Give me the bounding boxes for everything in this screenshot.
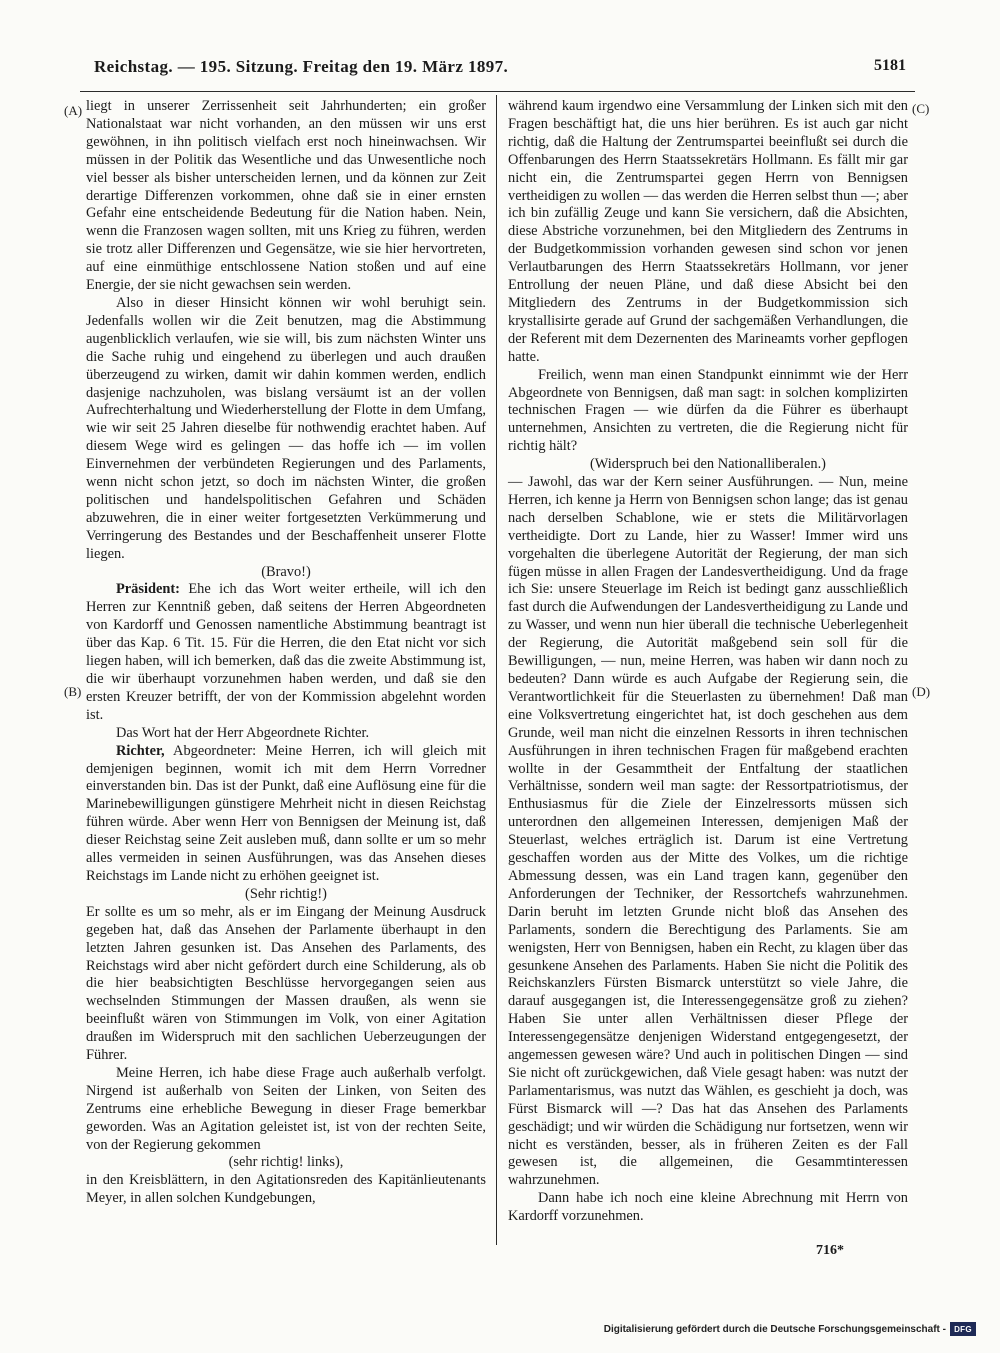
margin-letter-c: (C): [912, 101, 930, 116]
paragraph: Meine Herren, ich habe diese Frage auch außerhalb verfolgt. Nirgend ist außerhalb von Seiten der Linken, von Seiten des Zentrums eine erhebliche Bewegung in dieser Frage bemerkbar geworden. Was an Agitation geleistet ist, ist von der rechten Seite, von der Regierung gekommen: [86, 1064, 486, 1153]
speaker-name: Richter,: [116, 742, 165, 759]
header-title: Reichstag. — 195. Sitzung. Freitag den 19. März 1897.: [94, 57, 509, 76]
paragraph: Er sollte es um so mehr, als er im Eingang der Meinung Ausdruck gegeben hat, daß das Ansehen der Parlamente überhaupt in den letzten Jahren gesunken ist. Das Ansehen des Parlaments, des Reichstags wird aber nicht gefördert durch eine Schilderung, als ob die hier beabsichtigten Beschlüsse hervorgegangen seien aus wechselnden Stimmungen der Massen draußen, als wenn sie beeinflußt wären von Stimmungen im Volk, von einer Agitation draußen im Widerspruch mit den sachlichen Ueberzeugungen der Führer.: [86, 903, 486, 1064]
paragraph: in den Kreisblättern, in den Agitationsreden des Kapitänlieutenants Meyer, in allen solchen Kundgebungen,: [86, 1172, 486, 1207]
running-header: [94, 55, 906, 85]
footer-text: Digitalisierung gefördert durch die Deutsche Forschungsgemeinschaft -: [603, 1323, 946, 1335]
right-column: [508, 98, 908, 1226]
interjection: (Bravo!): [261, 563, 311, 580]
paragraph: während kaum irgendwo eine Versammlung der Linken sich mit den Fragen beschäftigt hat, die uns hier berühren. Es ist auch gar nicht richtig, daß die Haltung der Zentrumspartei beeinflußt sei durch die Offenbarungen des Herrn Staatssekretärs Hollmann. Es fällt mir gar nicht ein, die Zentrumspartei gegen Herrn von Bennigsen vertheidigen zu wollen — das werden die Herren selbst thun —; aber ich bin zufällig Zeuge und kann Sie versichern, daß die Absichten, diese Abstriche vorzunehmen, bei den Mitgliedern des Zentrums in der Budgetkommission vorhanden gewesen sind schon vor jenen Verlautbarungen des Herrn Staatssekretärs Hollmann, vor jener Entrollung der neuen Pläne, und daß diese Absicht bei den Mitgliedern des Zentrums in der Budgetkommission sich krystallisirte gerade auf Grund der sachgemäßen Verhandlungen, die der Referent mit dem Dezernenten des Marineamts vorher gepflogen hatte.: [508, 98, 908, 365]
margin-letter-b: (B): [64, 684, 82, 699]
interjection: (sehr richtig! links),: [228, 1154, 344, 1171]
paragraph-text: Abgeordneter: Meine Herren, ich will gleich mit demjenigen beginnen, womit ich mit dem Herrn Vorredner einverstanden bin. Das ist der Punkt, daß eine Auflösung eine für die Marinebewilligungen günstigere Mehrheit nicht in diesen Reichstag führen würde. Aber wenn Herr von Bennigsen der Meinung ist, daß dieser Reichstag seine Zeit ausleben muß, dann sollte er um so mehr alles vermeiden in seinen Ausführungen, was das Ansehen dieses Reichstags im Lande nicht zu erhöhen geeignet ist.: [86, 742, 487, 884]
dfg-logo-icon: DFG: [950, 1322, 976, 1336]
left-column: [86, 98, 486, 1208]
paragraph-text: Ehe ich das Wort weiter ertheile, will ich den Herren zur Kenntniß geben, daß seitens der Herren Abgeordneten von Kardorff und Genossen namentliche Abstimmung beantragt ist über das Kap. 6 Tit. 15. Für die Herren, die den Etat nicht vor sich liegen haben, will ich bemerken, daß das die zweite Abstimmung ist, die wir überhaupt vorzunehmen haben werden, und daß sie den ersten Kreuzer betrifft, der von der Kommission abgelehnt worden ist.: [86, 581, 486, 723]
speech-richter: [86, 743, 486, 886]
paragraph: liegt in unserer Zerrissenheit seit Jahrhunderten; ein großer Nationalstaat war nicht vorhanden, an den müssen wir uns erst gewöhnen, in ihn politisch vielfach erst noch hineinwachsen. Wir müssen in der Politik das Wesentliche und das Unwesentliche noch viel besser als bisher unterscheiden lernen, und da können zur Zeit derartige Differenzen vorkommen, ohne daß sie in einer ernsten Gefahr eine entscheidende Bedeutung für die Nation haben. Nein, wenn die Franzosen wagen sollten, mit uns Krieg zu führen, werden sie trotz aller Differenzen und Gegensätze, wie sie hier hervortreten, auf eine einmüthige entschlossene Nation stoßen und auf eine Energie, der sie nicht gewachsen sein werden.: [86, 98, 486, 294]
page-number: 5181: [874, 57, 906, 74]
interjection: (Sehr richtig!): [245, 885, 327, 902]
speech-praesident: [86, 581, 486, 724]
interjection: (Widerspruch bei den Nationalliberalen.): [590, 456, 826, 473]
speaker-name: Präsident:: [116, 581, 180, 598]
paragraph: — Jawohl, das war der Kern seiner Ausführungen. — Nun, meine Herren, ich kenne ja Herrn von Bennigsen schon lange; das ist genau nach derselben Schablone, wie er stets die Militärvorlagen vertheidigte. Dort zu Lande, hier zu Wasser! Immer wird uns vorgehalten die überlegene Autorität der Regierung, der man sich fügen müsse in allen Fragen der Landesvertheidigung. Und da frage ich Sie: unsere Steuerlage im Reich ist bedingt ganz ausschließlich fast durch die Aufwendungen der Landesvertheidigung zu Lande und zu Wasser, und wenn nun hier überall die technische Ueberlegenheit der Regierung, die Autorität maßgebend sein soll für die Bewilligungen, — nun, meine Herren, was haben wir dann noch zu bedeuten? Dann würde es auch Aufgabe der Regierung sein, die Verantwortlichkeit für die Steuerlasten zu übernehmen! Daß man eine Volksvertretung eingerichtet hat, ist doch geschehen aus dem Grunde, weil man nicht die einzelnen Ressorts in ihren technischen Ausführungen in ihren technischen Fragen für maßgebend erachten wollte in der Gesammtheit der Entfaltung der staatlichen Verhältnisse, sondern weil man sagte: der Ressortpatriotismus, der Enthusiasmus für die Ziele der Einzelressorts müssen sich unterordnen den allgemeinen Interessen, demjenigen Maß der Steuerlast, welches erträglich ist. Darum ist eine Vertretung geschaffen worden aus der Mitte des Volkes, um die richtige Abmessung dessen, was ein Land tragen kann, gegenüber den Anforderungen der Techniker, der Ressortchefs wahrzunehmen. Darin beruht im letzten Grunde nicht bloß das Ansehen des Parlaments, sondern die Berechtigung des Parlaments. Sie am wenigsten, Herr von Bennigsen, haben ein Recht, zu klagen über das gesunkene Ansehen des Parlaments. Haben Sie nicht die Politik des Reichskanzlers Fürsten Bismarck unterstützt so viele Jahre, die darauf ausgegangen ist, die Interessengegensätze groß zu ziehen? Haben Sie unter allen Verhältnissen dieser Pflege der Interessengegensätze denjenigen Widerstand entgegengesetzt, der angemessen gewesen wäre? Und auch in politischen Dingen — sind Sie nicht oft zurückgewichen, daß Viele gesagt haben: was nutzt der Parlamentarismus, was nutzt das Wählen, es geschieht ja doch, was Fürst Bismarck will —? Das hat das Ansehen des Parlaments geschädigt; und wir würden die Schädigung nur fortsetzen, wenn wir nicht es verständen, besser, als in früheren Zeiten es der Fall gewesen ist, die allgemeinen, die Gesammtinteressen wahrzunehmen.: [508, 474, 908, 1189]
column-divider: [496, 95, 497, 1245]
margin-letter-d: (D): [912, 684, 931, 699]
page-signature: 716*: [816, 1243, 844, 1258]
paragraph: Das Wort hat der Herr Abgeordnete Richter.: [116, 724, 370, 741]
margin-letter-a: (A): [64, 103, 83, 118]
header-rule: [80, 91, 915, 92]
footer: [604, 1319, 976, 1339]
paragraph: Dann habe ich noch eine kleine Abrechnung mit Herrn von Kardorff vorzunehmen.: [508, 1190, 908, 1225]
paragraph: Also in dieser Hinsicht können wir wohl beruhigt sein. Jedenfalls wollen wir die Zeit benutzen, mag die Abstimmung augenblicklich verlaufen, wie sie will, bis zum nächsten Winter uns die Sache ruhig und eingehend zu überlegen und auch draußen überzeugend zu wirken, damit wir dahin kommen werden, endlich dasjenige nachzuholen, was bislang versäumt ist an der vollen Aufrechterhaltung und Wiederherstellung der Flotte in dem Umfang, wie wir seit 25 Jahren dieselbe für nothwendig erachtet haben. Auf diesem Wege wird es gelingen — das hoffe ich — im vollen Einvernehmen der verbündeten Regierungen und des Parlaments, wenn nicht schon jetzt, so doch im nächsten Winter, die großen politischen und handelspolitischen Gefahren und Schäden abzuwehren, die in einer weiter fortgesetzten Verkümmerung und Verringerung des Bestandes und der Beschaffenheit unserer Flotte liegen.: [86, 294, 486, 562]
paragraph: Freilich, wenn man einen Standpunkt einnimmt wie der Herr Abgeordnete von Bennigsen, daß man sagt: in solchen komplizirten technischen Fragen — wie dürfen da die Führer es überhaupt unternehmen, Ansichten zu vertreten, die die Regierung nicht für richtig hält?: [508, 366, 908, 455]
